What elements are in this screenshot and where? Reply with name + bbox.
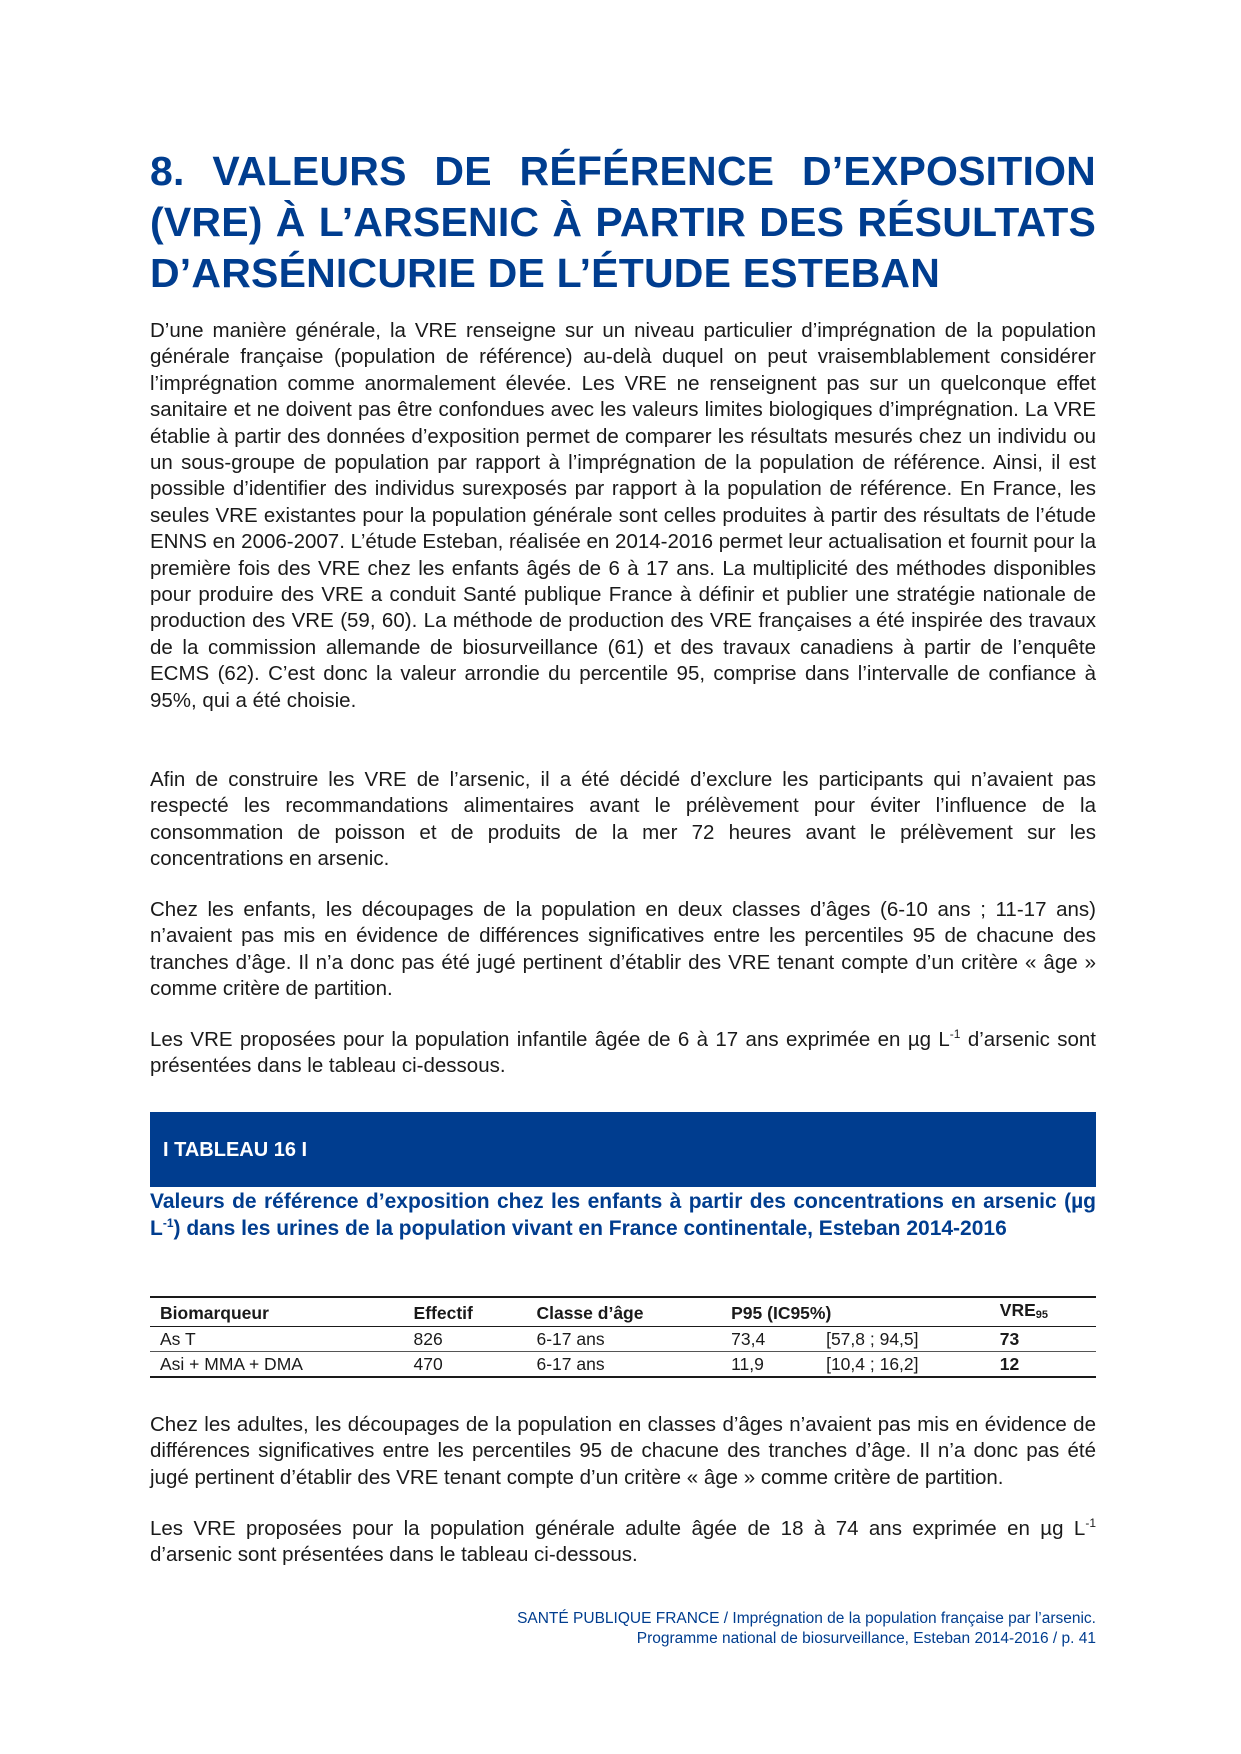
header-classe-age: Classe d’âge [536,1297,731,1327]
cell-biomarqueur: As T [150,1327,414,1352]
paragraph-vre-definition: D’une manière générale, la VRE renseigne sur un niveau particulier d’imprégnation de la population générale française (population de référence) au-delà duquel on peut vraisemblablement considérer l’imprégnation comme anormalement élevée. Les VRE ne renseignent pas sur un quelconque effet sanitaire et ne doivent pas être confondues avec les valeurs limites biologiques d’imprégnation. La VRE établie à partir des données d’exposition permet de comparer les résultats mesurés chez un individu ou un sous-groupe de population par rapport à l’imprégnation de la population de référence. Ainsi, il est possible d’identifier des individus surexposés par rapport à la population de référence. En France, les seules VRE existantes pour la population générale sont celles produites à partir des résultats de l’étude ENNS en 2006-2007. L’étude Esteban, réalisée en 2014-2016 permet leur actualisation et fournit pour la première fois des VRE chez les enfants âgés de 6 à 17 ans. La multiplicité des méthodes disponibles pour produire des VRE a conduit Santé publique France à définir et publier une stratégie nationale de production des VRE (59, 60). La méthode de production des VRE françaises a été inspirée des travaux de la commission allemande de biosurveillance (61) et des travaux canadiens à partir de l’enquête ECMS (62). C’est donc la valeur arrondie du percentile 95, comprise dans l’intervalle de confiance à 95%, qui a été choisie. [150,319,1096,712]
header-p95: P95 (IC95%) [731,1297,1000,1327]
header-biomarqueur: Biomarqueur [150,1297,414,1327]
table-header-row [150,1297,1096,1327]
cell-p95: 11,9 [731,1352,826,1378]
header-effectif: Effectif [414,1297,537,1327]
paragraph-exclusion: Afin de construire les VRE de l’arsenic, il a été décidé d’exclure les participants qui n’avaient pas respecté les recommandations alimentaires avant le prélèvement pour éviter l’influence de la consommation de poisson et de produits de la mer 72 heures avant le prélèvement sur les concentrations en arsenic. [150,768,1096,871]
vre-children-table [150,1296,1096,1378]
cell-p95: 73,4 [731,1327,826,1352]
cell-effectif: 826 [414,1327,537,1352]
table-number-label: I TABLEAU 16 I [163,1139,308,1161]
header-vre: VRE95 [1000,1297,1096,1327]
cell-vre: 12 [1000,1352,1096,1378]
cell-classe-age: 6-17 ans [536,1352,731,1378]
table-row [150,1352,1096,1378]
cell-ic95: [57,8 ; 94,5] [826,1327,1000,1352]
section-title: 8. VALEURS DE RÉFÉRENCE D’EXPOSITION (VRE) À L’ARSENIC À PARTIR DES RÉSULTATS D’ARSÉNICURIE DE L’ÉTUDE ESTEBAN [150,148,1096,296]
paragraph-children-age-classes: Chez les enfants, les découpages de la population en deux classes d’âges (6-10 ans ; 11-17 ans) n’avaient pas mis en évidence de différences significatives entre les percentiles 95 de chacune des tranches d’âge. Il n’a donc pas été jugé pertinent d’établir des VRE tenant compte d’un critère « âge » comme critère de partition. [150,898,1096,1001]
table-header-bar [150,1112,1096,1187]
paragraph-children-vre-intro: Les VRE proposées pour la population infantile âgée de 6 à 17 ans exprimée en µg $L^{-1}$ d’arsenic sont présentées dans le tableau ci-dessous. [150,1027,1096,1078]
cell-biomarqueur: Asi + MMA + DMA [150,1352,414,1378]
table-row [150,1327,1096,1352]
footer-line-program-page: Programme national de biosurveillance, Esteban 2014-2016 / p. 41 [636,1630,1096,1647]
cell-effectif: 470 [414,1352,537,1378]
paragraph-adults-age-classes: Chez les adultes, les découpages de la population en classes d’âges n’avaient pas mis en évidence de différences significatives entre les percentiles 95 de chacune des tranches d’âge. Il n’a donc pas été jugé pertinent d’établir des VRE tenant compte d’un critère « âge » comme critère de partition. [150,1413,1096,1489]
page-footer [296,1609,1096,1649]
cell-vre: 73 [1000,1327,1096,1352]
cell-classe-age: 6-17 ans [536,1327,731,1352]
paragraph-adults-vre-intro: Les VRE proposées pour la population générale adulte âgée de 18 à 74 ans exprimée en µg $L^{-1}$ d’arsenic sont présentées dans le tableau ci-dessous. [150,1516,1096,1567]
footer-line-publisher: SANTÉ PUBLIQUE FRANCE / Imprégnation de la population française par l’arsenic. [517,1610,1096,1627]
cell-ic95: [10,4 ; 16,2] [826,1352,1000,1378]
table-caption: Valeurs de référence d’exposition chez les enfants à partir des concentrations en arsenic (µg $L^{-1}$) dans les urines de la population vivant en France continentale, Esteban 2014-2016 [150,1190,1096,1240]
